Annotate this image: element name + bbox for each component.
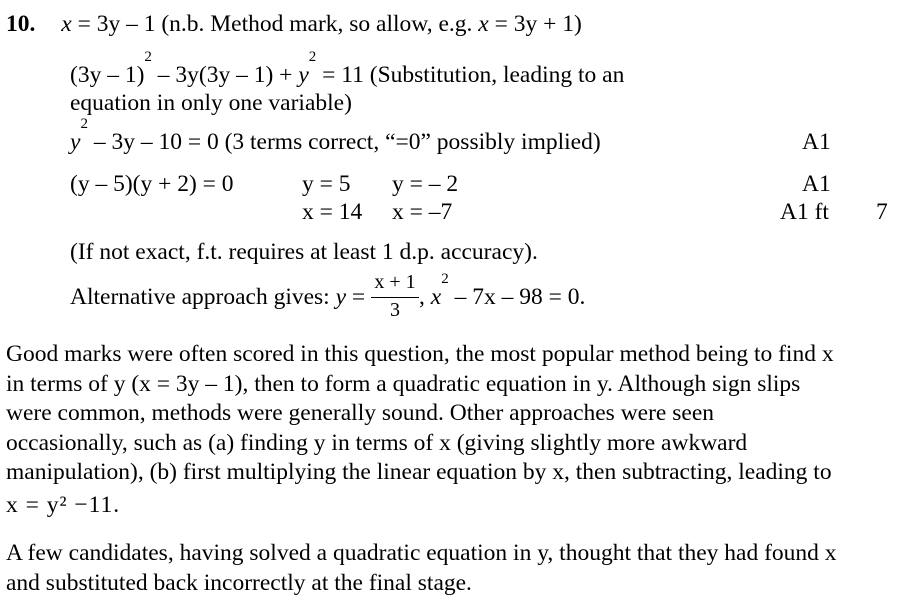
equation-note-line: equation in only one variable): [70, 90, 352, 116]
mark-a1-ft: A1 ft: [780, 199, 829, 225]
examiner-comment-1: [6, 340, 916, 520]
comment-final-equation: x = y² −11.: [6, 491, 121, 518]
quadratic-line: $y^2 - 3y - 10 = 0$ (3 terms correct, “=0” possibly implied): [70, 116, 601, 155]
comment-line: A few candidates, having solved a quadratic equation in y, thought that they had found x: [6, 540, 837, 566]
comment-line: occasionally, such as (a) finding y in terms of x (giving slightly more awkward: [6, 429, 748, 456]
alternative-approach: Alternative approach gives: y = $\frac{x + 1}{3}$ , $x^2 - 7x - 98 = 0$.: [70, 270, 586, 321]
question-line-1: 10. x = 3y – 1 (n.b. Method mark, so allow, e.g. x = 3y + 1): [6, 11, 582, 37]
alt-fraction: $\frac{x + 1}{3}$: [371, 285, 419, 313]
y-value-2: y = – 2: [392, 171, 459, 197]
x-value-2: x = –7: [392, 199, 453, 225]
total-marks: 7: [876, 199, 888, 225]
accuracy-note: (If not exact, f.t. requires at least 1 d.p. accuracy).: [70, 239, 538, 265]
question-number: 10.: [6, 11, 36, 37]
examiner-comment-2: [6, 539, 916, 598]
comment-line: in terms of y (x = 3y – 1), then to form a quadratic equation in y. Although sign slips: [6, 370, 801, 397]
comment-line: were common, methods were generally sound. Other approaches were seen: [6, 400, 714, 426]
comment-line: manipulation), (b) first multiplying the linear equation by x, then subtracting, leading to: [6, 459, 832, 485]
y-value-1: y = 5: [302, 171, 351, 197]
mark-a1-2: A1: [802, 171, 831, 197]
substitution-line: $(3y - 1)^2 - 3y(3y - 1) + y^2 = 11$ (Substitution, leading to an: [70, 49, 625, 88]
comment-line: Good marks were often scored in this question, the most popular method being to find x: [6, 341, 834, 367]
comment-line: and substituted back incorrectly at the final stage.: [6, 569, 472, 596]
x-value-1: x = 14: [302, 199, 363, 225]
factorised-line: (y – 5)(y + 2) = 0: [70, 171, 234, 197]
mark-a1-1: A1: [802, 129, 831, 155]
